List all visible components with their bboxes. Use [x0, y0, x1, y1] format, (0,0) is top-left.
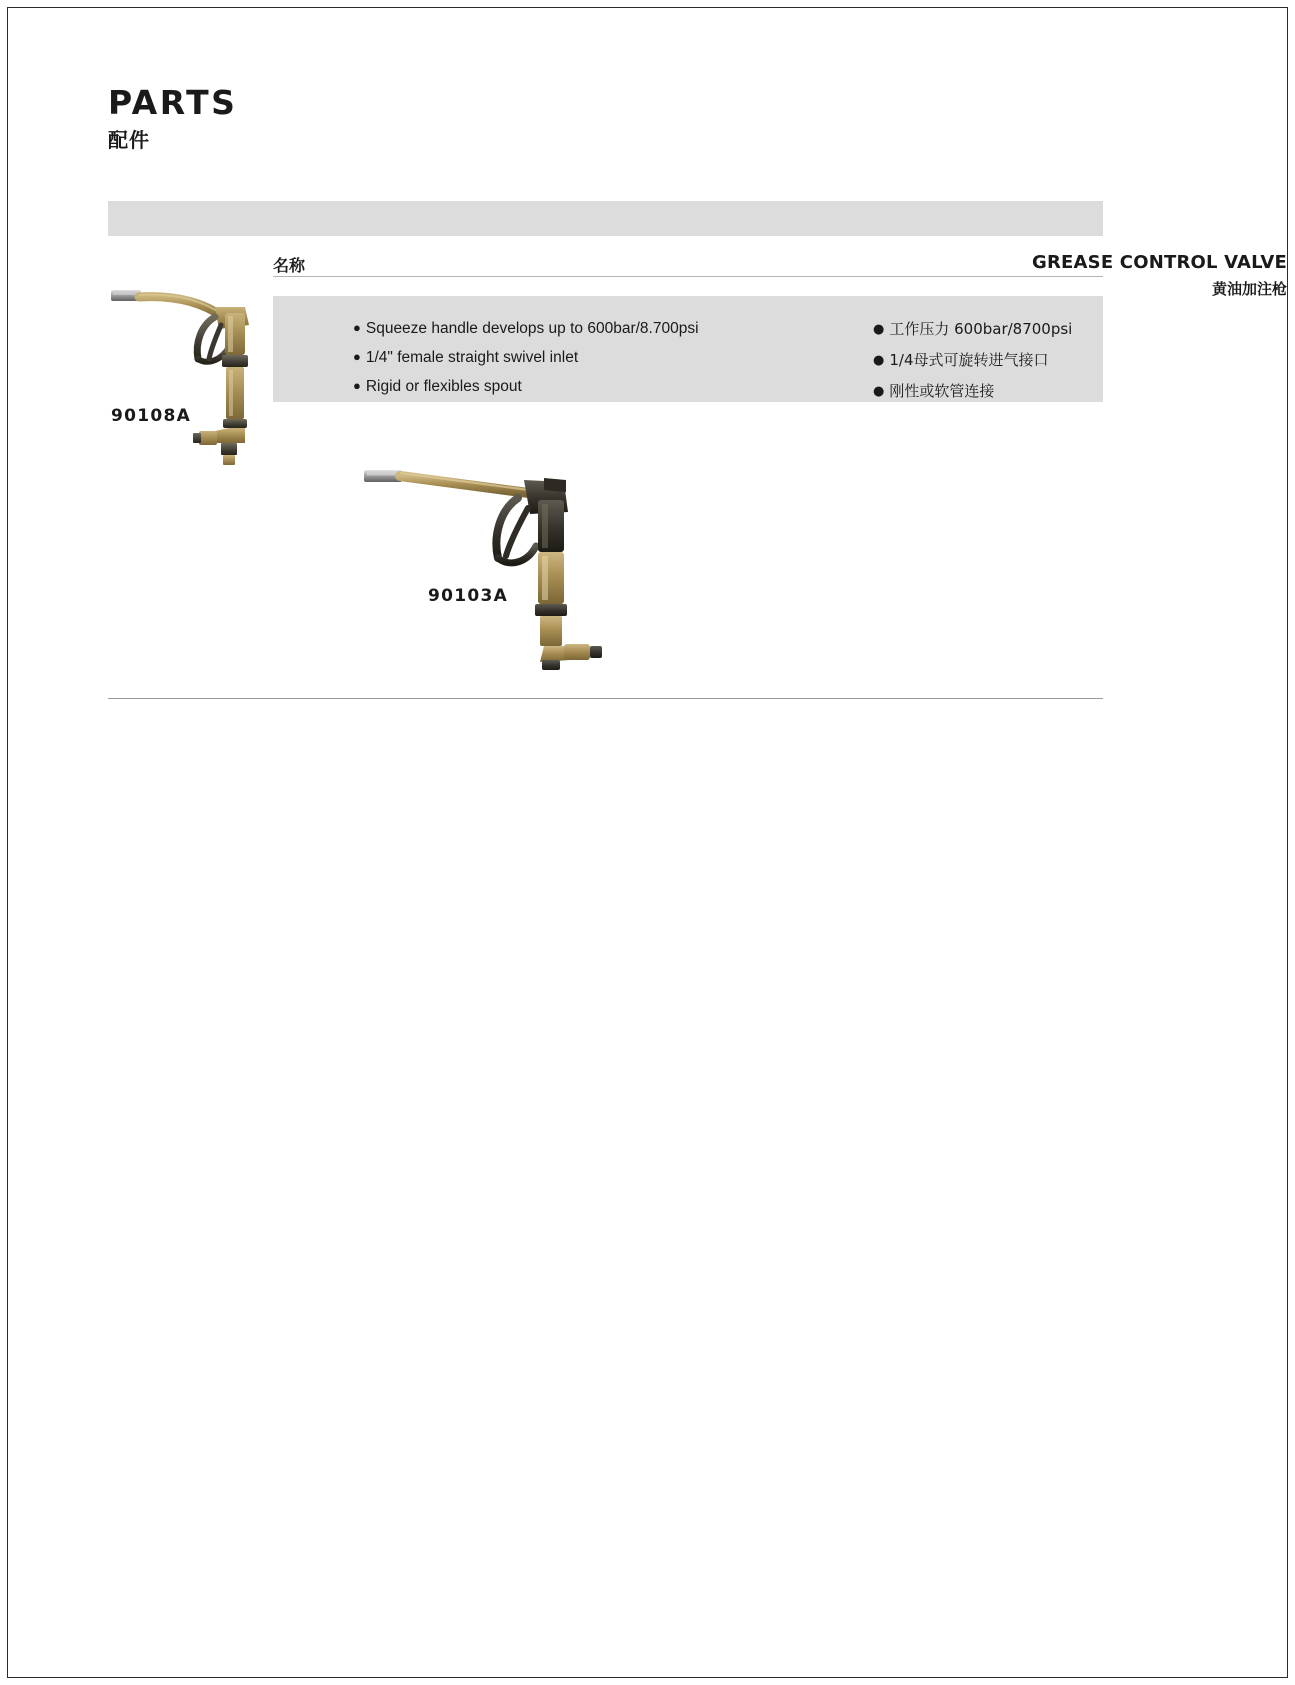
- spec-list-chinese: [873, 318, 1072, 411]
- spec-item: [873, 380, 1072, 404]
- page-title-cn: 配件: [108, 128, 150, 152]
- product-code-90108a: 90108A: [111, 406, 192, 426]
- spec-item: [353, 347, 699, 369]
- product-image-90103a: [358, 458, 633, 673]
- product-code-90103a: 90103A: [428, 586, 509, 606]
- spec-item: [873, 318, 1072, 342]
- bullet-icon: ●: [353, 349, 361, 364]
- product-title-cn: 黄油加注枪: [1211, 280, 1287, 298]
- bullet-icon: ●: [873, 322, 885, 337]
- grease-gun-illustration: [358, 458, 633, 673]
- spec-text: 1/4母式可旋转进气接口: [889, 351, 1049, 369]
- bullet-icon: ●: [353, 378, 361, 393]
- spec-text: Rigid or flexibles spout: [365, 378, 522, 395]
- page-title: [108, 83, 238, 152]
- section-header-bar: [108, 201, 1103, 236]
- section-divider: [108, 698, 1103, 699]
- spec-text: 刚性或软管连接: [889, 382, 995, 400]
- title-divider: [273, 276, 1103, 277]
- spec-text: 1/4" female straight swivel inlet: [365, 349, 579, 366]
- spec-text: 工作压力 600bar/8700psi: [889, 320, 1073, 338]
- spec-list-english: [353, 318, 699, 405]
- product-title-en: GREASE CONTROL VALVE: [1032, 252, 1287, 273]
- bullet-icon: ●: [873, 384, 885, 399]
- spec-panel: [273, 296, 1103, 402]
- column-label-name: 名称: [273, 256, 306, 275]
- page-sheet: [8, 8, 1287, 1677]
- product-image-90108a: [103, 273, 273, 473]
- spec-item: [353, 376, 699, 398]
- bullet-icon: ●: [353, 320, 361, 335]
- spec-item: [873, 349, 1072, 373]
- bullet-icon: ●: [873, 353, 885, 368]
- spec-item: [353, 318, 699, 340]
- grease-gun-illustration: [103, 273, 273, 473]
- spec-text: Squeeze handle develops up to 600bar/8.700psi: [365, 320, 699, 337]
- page-title-en: PARTS: [108, 83, 238, 122]
